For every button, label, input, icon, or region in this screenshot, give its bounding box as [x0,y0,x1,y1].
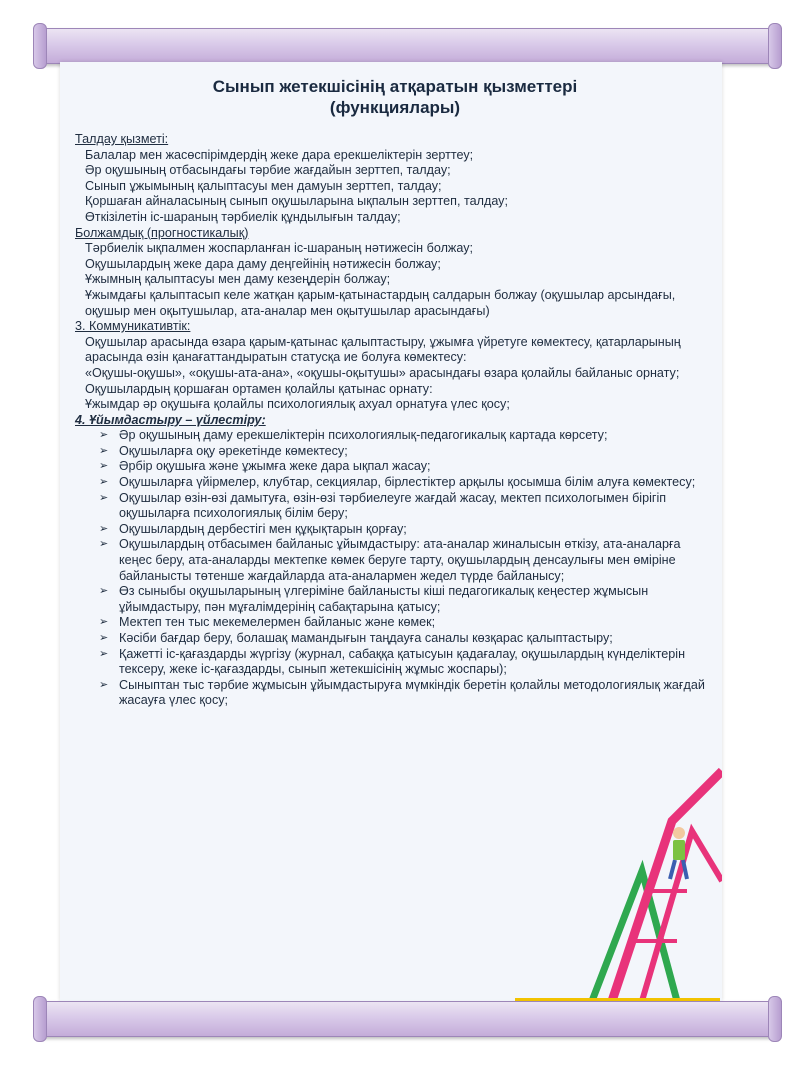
list-item [75,678,715,709]
list-item-text: Өз сыныбы оқушыларының үлгеріміне байланысты кіші педагогикалық кеңестер жұмысын ұйымдастыру, пән мұғалімдерінің сабақтарына қатысу; [119,584,649,614]
section-2-line: Тәрбиелік ықпалмен жоспарланған іс-шараның нәтижесін болжау; [85,241,473,256]
arrow-bullet-icon: ➢ [99,632,109,644]
scroll-bottom-bar [40,1001,775,1037]
arrow-bullet-icon: ➢ [99,476,109,489]
list-item-text: Сыныптан тыс тәрбие жұмысын ұйымдастыруға мүмкіндік беретін қолайлы методологиялық жағдай жасауға үлес қосу; [119,677,705,708]
list-item-text: Мектеп тен тыс мекемелермен байланыс және көмек; [119,615,436,630]
arrow-bullet-icon: ➢ [99,585,109,598]
section-2-line: Ұжымның қалыптасуы мен даму кезеңдерін болжау; [85,272,391,287]
list-item-text: Әрбір оқушыға және ұжымға жеке дара ықпал жасау; [119,459,431,474]
list-item-text: Оқушыларға оқу әрекетінде көмектесу; [119,443,348,458]
section-3-line: Оқушылар арасында өзара қарым-қатынас қалыптастыру, ұжымға үйретуге көмектесу, қатарларының арасында өзін қанағаттандыратын статусқа ие болуға көмектесу: [85,334,681,365]
list-item-text: Оқушылардың отбасымен байланыс ұйымдастыру: ата-аналар жиналысын өткізу, ата-аналарға кеңес беру, ата-аналарды мектепке көмек беруге тарту, оқушылардың денсаулығы мен өміріне байланысты төтенше жағдайларда ата-аналармен жедел түрде байланысу; [119,537,681,583]
arrow-bullet-icon: ➢ [99,616,109,629]
list-item [75,631,715,647]
climber-head-icon [673,827,685,839]
section-1-line: Әр оқушының отбасындағы тәрбие жағдайын зерттеп, талдау; [85,163,451,178]
ladder-climber-illustration [582,761,722,1001]
arrow-bullet-icon: ➢ [99,491,109,504]
scroll-top-bar [40,28,775,64]
section-3-line: «Оқушы-оқушы», «оқушы-ата-ана», «оқушы-оқытушы» арасындағы өзара қолайлы байланыс орнату; [85,365,680,380]
section-3-heading: 3. Коммуникативтік: [75,319,191,334]
list-item [75,428,715,444]
arrow-bullet-icon: ➢ [99,460,109,473]
list-item-text: Оқушыларға үйірмелер, клубтар, секциялар, бірлестіктер арқылы қосымша білім алуға көмектесу; [119,475,696,490]
document-content [75,76,715,709]
list-item [75,584,715,615]
list-item-text: Оқушылар өзін-өзі дамытуға, өзін-өзі тәрбиелеуге жағдай жасау, мектеп психологымен бірігіп оқушыларға психологиялық білім беру; [119,490,667,521]
section-1-line: Өткізілетін іс-шараның тәрбиелік құндылығын талдау; [85,209,401,224]
list-item [75,647,715,678]
arrow-bullet-icon: ➢ [99,429,109,442]
title-line-1: Сынып жетекшісінің атқаратын қызметтері [212,77,578,96]
section-1-line: Балалар мен жасөспірімдердің жеке дара ерекшеліктерін зерттеу; [85,147,474,162]
section-2-line: Оқушылардың жеке дара даму деңгейінің нәтижесін болжау; [85,256,441,271]
list-item-text: Оқушылардың дербестігі мен құқықтарын қорғау; [119,521,407,536]
section-3-line: Ұжымдар әр оқушыға қолайлы психологиялық ахуал орнатуға үлес қосу; [85,397,510,412]
list-item [75,444,715,460]
arrow-bullet-icon: ➢ [99,444,109,457]
list-item [75,475,715,491]
list-item [75,537,715,584]
list-item-text: Кәсіби бағдар беру, болашақ мамандығын таңдауға саналы көзқарас қалыптастыру; [119,631,613,645]
list-item [75,522,715,538]
list-item-text: Әр оқушының даму ерекшеліктерін психологиялық-педагогикалық картада көрсету; [119,428,608,443]
list-item-text: Қажетті іс-қағаздарды жүргізу (журнал, сабаққа қатысуын қадағалау, оқушылардың күнделіктерін тексеру, жеке іс-қағаздарды, сынып жетекшісінің жұмыс жоспары); [119,646,686,677]
section-4-list [75,428,715,709]
list-item [75,491,715,522]
climber-leg-icon [683,860,687,879]
section-3-line: Оқушылардың қоршаған ортамен қолайлы қатынас орнату: [85,381,433,396]
section-2-line: Ұжымдағы қалыптасып келе жатқан қарым-қатынастардың салдарын болжау (оқушылар арсындағы, оқушыр мен оқытушылар, ата-аналар мен оқытушылар арасындағы) [85,287,676,318]
arrow-bullet-icon: ➢ [99,647,109,660]
climber-leg-icon [670,860,675,879]
page-title [75,76,715,118]
section-1-heading: Талдау қызметі: [75,132,169,146]
section-2-heading: Болжамдық (прогностикалық) [75,225,249,240]
list-item [75,615,715,631]
section-1-line: Қоршаған айналасының сынып оқушыларына ықпалын зерттеп, талдау; [85,194,508,209]
section-4-heading: 4. Ұйымдастыру – үйлестіру: [75,412,266,427]
climber-body-icon [673,840,685,860]
section-1-line: Сынып ұжымының қалыптасуы мен дамуын зерттеп, талдау; [85,178,442,193]
arrow-bullet-icon: ➢ [99,538,109,551]
list-item [75,459,715,475]
arrow-bullet-icon: ➢ [99,522,109,535]
document-page [60,62,722,1001]
arrow-bullet-icon: ➢ [99,678,109,691]
title-line-2: (функциялары) [329,98,461,117]
